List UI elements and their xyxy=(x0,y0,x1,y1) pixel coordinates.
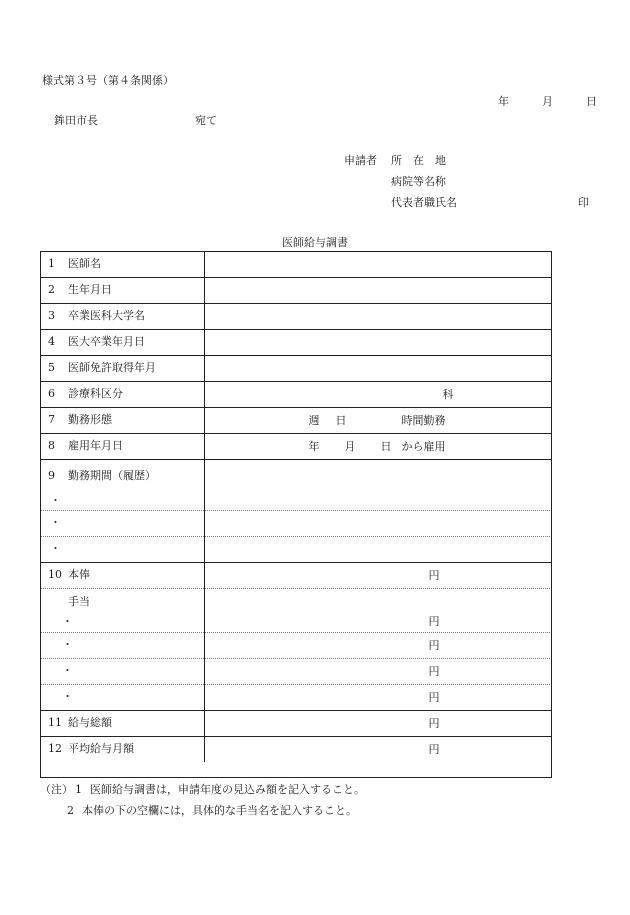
department-field[interactable] xyxy=(204,381,552,407)
label-graduation-date: 医大卒業年月日 xyxy=(68,335,145,348)
allowance-bullet: ・ xyxy=(62,690,73,703)
history-bullet: ・ xyxy=(50,516,61,529)
allowance-field-4[interactable] xyxy=(204,684,552,710)
applicant-hospital-label: 病院等名称 xyxy=(391,175,446,188)
seal-mark: 印 xyxy=(578,196,589,209)
label-base-salary: 本俸 xyxy=(68,568,90,581)
row-doctor-name: 1 医師名 xyxy=(40,251,552,277)
label-average-monthly: 平均給与月額 xyxy=(68,742,134,756)
employment-year-label: 年 xyxy=(308,439,320,453)
row-work-history-3 xyxy=(40,536,552,562)
note-2 xyxy=(67,802,357,818)
employment-from-label: から雇用 xyxy=(401,439,446,453)
employment-month-label: 月 xyxy=(344,439,356,453)
allowance-bullet: ・ xyxy=(62,638,73,651)
allowance-unit: 円 xyxy=(428,690,440,704)
note-1-number: 1 xyxy=(75,783,82,796)
work-history-field-1[interactable] xyxy=(204,459,552,510)
note-2-text: 本俸の下の空欄には，具体的な手当名を記入すること。 xyxy=(82,804,357,817)
label-doctor-name: 医師名 xyxy=(68,256,101,270)
addressee-name: 鉾田市長 xyxy=(54,114,98,127)
date-line xyxy=(498,93,597,109)
work-pattern-field[interactable] xyxy=(204,407,552,433)
birth-date-field[interactable] xyxy=(204,277,552,303)
row-department: 6 診療科区分 科 xyxy=(40,381,552,407)
label-birth-date: 生年月日 xyxy=(68,283,112,296)
base-salary-field[interactable] xyxy=(204,562,552,588)
label-university: 卒業医科大学名 xyxy=(68,309,145,322)
label-allowance: 手当 xyxy=(68,594,90,608)
allowance-field-3[interactable] xyxy=(204,658,552,684)
history-bullet: ・ xyxy=(50,542,61,555)
row-graduation-date: 4 医大卒業年月日 xyxy=(40,329,552,355)
label-employment-date: 雇用年月日 xyxy=(68,439,123,452)
average-monthly-field[interactable] xyxy=(204,736,552,762)
document-title: 医師給与調書 xyxy=(282,236,348,249)
row-allowance-3 xyxy=(40,658,552,684)
doctor-name-field[interactable] xyxy=(204,251,552,277)
allowance-bullet: ・ xyxy=(62,664,73,677)
allowance-field-1[interactable] xyxy=(204,588,552,632)
applicant-address-label: 所 在 地 xyxy=(391,154,446,167)
row-base-salary: 10 本俸 円 xyxy=(40,562,552,588)
average-monthly-unit: 円 xyxy=(428,742,440,756)
work-history-field-2[interactable] xyxy=(204,510,552,536)
note-1 xyxy=(40,781,365,797)
week-label: 週 xyxy=(308,413,320,427)
applicant-representative-label: 代表者職氏名 xyxy=(391,196,457,209)
row-allowance-2 xyxy=(40,632,552,658)
row-work-pattern: 7 勤務形態 週 日 時間勤務 xyxy=(40,407,552,433)
allowance-field-2[interactable] xyxy=(204,632,552,658)
form-number: 様式第３号（第４条関係） xyxy=(42,74,174,87)
allowance-bullet: ・ xyxy=(62,614,73,628)
row-birth-date: 2 生年月日 xyxy=(40,277,552,303)
row-university: 3 卒業医科大学名 xyxy=(40,303,552,329)
total-salary-unit: 円 xyxy=(428,716,440,730)
history-bullet: ・ xyxy=(50,493,61,507)
label-work-history: 勤務期間（履歴） xyxy=(68,468,156,482)
applicant-label: 申請者 xyxy=(344,154,377,167)
date-year-label: 年 xyxy=(498,95,509,108)
label-total-salary: 給与総額 xyxy=(68,716,112,729)
row-allowance-1 xyxy=(40,588,552,632)
salary-table xyxy=(40,251,552,762)
university-field[interactable] xyxy=(204,303,552,329)
total-salary-field[interactable] xyxy=(204,710,552,736)
date-day-label: 日 xyxy=(586,95,597,108)
row-license-date: 5 医師免許取得年月 xyxy=(40,355,552,381)
employment-day-label: 日 xyxy=(380,439,392,453)
days-label: 日 xyxy=(335,413,347,427)
graduation-date-field[interactable] xyxy=(204,329,552,355)
row-work-history-2 xyxy=(40,510,552,536)
employment-date-field[interactable] xyxy=(204,433,552,459)
label-department: 診療科区分 xyxy=(68,387,123,400)
note-1-text: 医師給与調書は，申請年度の見込み額を記入すること。 xyxy=(90,783,365,796)
license-date-field[interactable] xyxy=(204,355,552,381)
row-allowance-4 xyxy=(40,684,552,710)
allowance-unit: 円 xyxy=(428,614,440,628)
date-month-label: 月 xyxy=(542,95,553,108)
row-work-history: 9 勤務期間（履歴） ・ xyxy=(40,459,552,510)
row-total-salary: 11 給与総額 円 xyxy=(40,710,552,736)
label-license-date: 医師免許取得年月 xyxy=(68,361,156,374)
row-average-monthly: 12 平均給与月額 円 xyxy=(40,736,552,762)
label-work-pattern: 勤務形態 xyxy=(68,413,112,426)
addressee-suffix: 宛て xyxy=(195,114,217,127)
department-unit: 科 xyxy=(442,387,454,401)
note-prefix: （注） xyxy=(40,783,73,796)
row-employment-date: 8 雇用年月日 年 月 日 から雇用 xyxy=(40,433,552,459)
hours-label: 時間勤務 xyxy=(401,413,446,427)
allowance-unit: 円 xyxy=(428,638,440,652)
base-salary-unit: 円 xyxy=(428,568,440,582)
allowance-unit: 円 xyxy=(428,664,440,678)
note-2-number: 2 xyxy=(67,804,74,817)
work-history-field-3[interactable] xyxy=(204,536,552,562)
